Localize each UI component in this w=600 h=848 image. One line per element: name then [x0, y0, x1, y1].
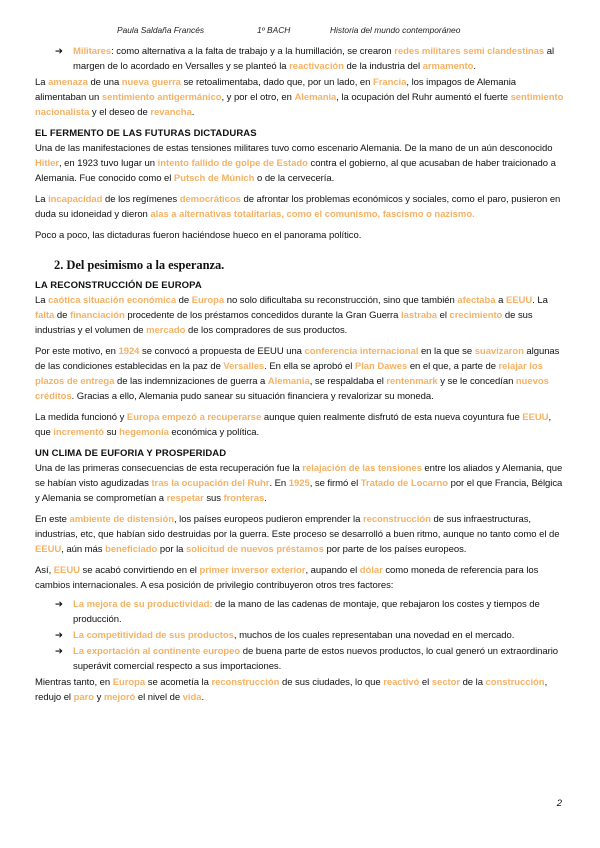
highlighted-text: Tratado de Locarno	[360, 478, 448, 489]
text-run: 2. Del pesimismo a la esperanza.	[54, 258, 225, 272]
text-run: . En	[269, 478, 289, 489]
highlighted-text: amenaza	[48, 77, 88, 88]
highlighted-text: mejoró	[103, 692, 136, 703]
highlighted-text: nueva guerra	[121, 77, 181, 88]
highlighted-text: EEUU	[35, 544, 62, 555]
highlighted-text: solicitud de nuevos préstamos	[185, 544, 324, 555]
text-run: su	[104, 427, 120, 438]
text-run: procedente de los préstamos concedidos durante la Gran Guerra	[124, 310, 401, 321]
text-run: en el que, a parte de	[407, 361, 499, 372]
highlighted-text: reactivación	[289, 61, 344, 72]
header-course: 1º BACH	[257, 25, 291, 35]
highlighted-text: lastraba	[401, 310, 438, 321]
highlighted-text: beneficiado	[105, 544, 158, 555]
highlighted-text: construcción	[485, 677, 545, 688]
highlighted-text: Alemania	[294, 92, 337, 103]
highlighted-text: nuevos créditos	[35, 376, 549, 402]
text-run: , los países europeos pudieron emprender la	[173, 514, 363, 525]
highlighted-text: EEUU	[505, 295, 533, 306]
text-run: aunque quien realmente disfrutó de esta nueva coyuntura fue	[261, 412, 523, 423]
highlighted-text: 1925	[288, 478, 310, 489]
text-run: La medida funcionó y	[35, 412, 127, 423]
text-run: Mientras tanto, en	[35, 677, 113, 688]
text-run: de las indemnizaciones de guerra a	[114, 376, 268, 387]
text-run: de afrontar los problemas económicos y sociales, como el paro, pusieron en duda su idoneidad y dieron	[35, 194, 561, 220]
highlighted-text: Plan Dawes	[354, 361, 408, 372]
highlighted-text: hegemonía	[119, 427, 169, 438]
text-run: el nivel de	[135, 692, 183, 703]
section-heading	[35, 446, 567, 461]
text-run: y el deseo de	[89, 107, 151, 118]
text-run: , muchos de los cuales representaban una novedad en el mercado.	[233, 630, 515, 641]
text-run: LA RECONSTRUCCIÓN DE EUROPA	[35, 280, 202, 291]
highlighted-text: Europa empezó a recuperarse	[126, 412, 262, 423]
header-author: Paula Saldaña Francés	[117, 25, 205, 35]
paragraph	[35, 512, 567, 557]
highlighted-text: Versalles	[223, 361, 265, 372]
highlighted-text: Europa	[191, 295, 225, 306]
paragraph	[35, 192, 567, 222]
text-run: : como alternativa a la falta de trabajo y a la humillación, se crearon	[111, 46, 395, 57]
document-body	[35, 44, 567, 711]
text-run: La	[35, 77, 49, 88]
text-run: por parte de los países europeos.	[323, 544, 467, 555]
paragraph	[35, 141, 567, 186]
paragraph	[35, 293, 567, 338]
text-run: se retoalimentaba, dado que, por un lado, en	[180, 77, 373, 88]
text-run: entre los aliados y Alemania, que se habían visto agudizadas	[35, 463, 563, 489]
text-run: , se firmó el	[309, 478, 361, 489]
text-run: de los regímenes	[102, 194, 180, 205]
text-run: de una	[87, 77, 122, 88]
text-run: el	[437, 310, 450, 321]
paragraph	[35, 228, 567, 243]
text-run: , que	[35, 412, 552, 438]
highlighted-text: tras la ocupación del Ruhr	[151, 478, 270, 489]
bullet-item	[35, 44, 567, 74]
text-run: por la	[157, 544, 186, 555]
arrow-bullet-icon: ➔	[55, 630, 63, 641]
text-run: La	[35, 295, 49, 306]
text-run: .	[191, 107, 195, 118]
paragraph	[35, 461, 567, 506]
text-run: al margen de lo acordado en Versalles y se planteó la	[73, 46, 555, 72]
text-run: Una de las manifestaciones de estas tensiones militares tuvo como escenario Alemania. De la mano de un aún desconocido	[35, 143, 553, 154]
highlighted-text: 1924	[118, 346, 140, 357]
text-run: .	[473, 61, 477, 72]
text-run: , los impagos de Alemania alimentaban un	[35, 77, 517, 103]
highlighted-text: afectaba	[457, 295, 496, 306]
bullet-item	[35, 628, 567, 643]
text-run: de sus ciudades, lo que	[279, 677, 384, 688]
text-run: Una de las primeras consecuencias de esta recuperación fue la	[35, 463, 303, 474]
text-run: de sus industrias y el volumen de	[35, 310, 533, 336]
highlighted-text: conferencia internacional	[304, 346, 419, 357]
text-run: a	[495, 295, 506, 306]
highlighted-text: reactivó	[383, 677, 420, 688]
text-run: algunas de las condiciones establecidas en la paz de	[35, 346, 560, 372]
highlighted-text: Europa	[112, 677, 146, 688]
paragraph	[35, 344, 567, 404]
highlighted-text: redes militares semi clandestinas	[394, 46, 545, 57]
highlighted-text: relajar los plazos de entrega	[35, 361, 543, 387]
highlighted-text: Militares	[73, 46, 112, 57]
text-run: .	[201, 692, 205, 703]
text-run: como moneda de referencia para los cambios internacionales. A esa posición de privilegio contribuyeron otros tres factores:	[35, 565, 539, 591]
highlighted-text: Alemania	[267, 376, 310, 387]
text-run: , en 1923 tuvo lugar un	[58, 158, 158, 169]
text-run: La	[35, 194, 49, 205]
text-run: sus	[203, 493, 224, 504]
highlighted-text: crecimiento	[449, 310, 503, 321]
text-run: de la	[459, 677, 486, 688]
highlighted-text: alas a alternativas totalitarias, como el comunismo, fascismo o nazismo.	[150, 209, 475, 220]
highlighted-text: falta	[35, 310, 55, 321]
text-run: , se respaldaba el	[309, 376, 387, 387]
highlighted-text: La exportación al continente europeo	[73, 646, 241, 657]
text-run: se acabó convirtiendo en el	[79, 565, 200, 576]
highlighted-text: reconstrucción	[362, 514, 431, 525]
text-run: económica y política.	[168, 427, 260, 438]
highlighted-text: EEUU	[53, 565, 80, 576]
highlighted-text: La mejora de su productividad:	[73, 599, 213, 610]
highlighted-text: sector	[431, 677, 460, 688]
paragraph	[35, 563, 567, 593]
highlighted-text: fronteras	[223, 493, 265, 504]
highlighted-text: Francia	[372, 77, 407, 88]
text-run: contra el gobierno, al que acusaban de haber traicionado a Alemania. Fue conocido como el	[35, 158, 556, 184]
highlighted-text: sentimiento antigermánico	[101, 92, 222, 103]
highlighted-text: sentimiento nacionalista	[35, 92, 564, 118]
text-run: por el que Francia, Bélgica y Alemania se comprometían a	[35, 478, 563, 504]
highlighted-text: vida	[182, 692, 202, 703]
header-subject: Historia del mundo contemporáneo	[330, 25, 461, 35]
paragraph	[35, 675, 567, 705]
highlighted-text: dólar	[359, 565, 383, 576]
highlighted-text: suavizaron	[474, 346, 524, 357]
text-run: EL FERMENTO DE LAS FUTURAS DICTADURAS	[35, 128, 257, 139]
arrow-bullet-icon: ➔	[55, 599, 63, 610]
highlighted-text: democráticos	[179, 194, 241, 205]
highlighted-text: incapacidad	[48, 194, 103, 205]
bullet-item	[35, 644, 567, 674]
paragraph	[35, 75, 567, 120]
highlighted-text: intento fallido de golpe de Estado	[157, 158, 308, 169]
text-run: . La	[532, 295, 548, 306]
arrow-bullet-icon: ➔	[55, 646, 63, 657]
highlighted-text: Putsch de Múnich	[173, 173, 255, 184]
text-run: . En ella se aprobó el	[264, 361, 355, 372]
section-heading	[35, 126, 567, 141]
highlighted-text: relajación de las tensiones	[302, 463, 422, 474]
section-heading	[35, 278, 567, 293]
text-run: , redujo el	[35, 677, 548, 703]
highlighted-text: reconstrucción	[211, 677, 280, 688]
text-run: y	[93, 692, 104, 703]
highlighted-text: rentenmark	[386, 376, 438, 387]
text-run: de la mano de las cadenas de montaje, que rebajaron los costes y tiempos de producción.	[73, 599, 540, 625]
text-run: el	[419, 677, 432, 688]
text-run: , y por el otro, en	[221, 92, 295, 103]
highlighted-text: Hitler	[35, 158, 59, 169]
text-run: de sus infraestructuras, industrias, etc, que habían sido destruidas por la guerra. Este proceso se desarrolló a buen ritmo, aunque no tanto como el de	[35, 514, 560, 540]
highlighted-text: respetar	[166, 493, 204, 504]
paragraph	[35, 410, 567, 440]
highlighted-text: incrementó	[53, 427, 105, 438]
text-run: .	[264, 493, 267, 504]
text-run: Así,	[35, 565, 54, 576]
text-run: En este	[35, 514, 70, 525]
highlighted-text: revancha	[150, 107, 192, 118]
text-run: de	[54, 310, 70, 321]
text-run: de	[176, 295, 192, 306]
text-run: se convocó a propuesta de EEUU una	[139, 346, 305, 357]
highlighted-text: caótica situación económica	[48, 295, 177, 306]
bullet-item	[35, 597, 567, 627]
text-run: de la industria del	[343, 61, 423, 72]
text-run: en la que se	[418, 346, 475, 357]
text-run: . Gracias a ello, Alemania pudo sanear su situación financiera y revalorizar su moneda.	[71, 391, 434, 402]
text-run: de los compradores de sus productos.	[185, 325, 348, 336]
text-run: Por este motivo, en	[35, 346, 119, 357]
text-run: , aún más	[61, 544, 106, 555]
text-run: se acometía la	[145, 677, 212, 688]
highlighted-text: mercado	[146, 325, 186, 336]
chapter-heading	[35, 257, 567, 273]
highlighted-text: paro	[73, 692, 94, 703]
text-run: o de la cervecería.	[254, 173, 335, 184]
highlighted-text: financiación	[69, 310, 125, 321]
highlighted-text: EEUU	[522, 412, 549, 423]
text-run: UN CLIMA DE EUFORIA Y PROSPERIDAD	[35, 448, 227, 459]
text-run: , la ocupación del Ruhr aumentó el fuerte	[336, 92, 511, 103]
text-run: y se le concedían	[437, 376, 516, 387]
arrow-bullet-icon: ➔	[55, 46, 63, 57]
text-run: de buena parte de estos nuevos productos, lo cual generó un extraordinario superávit comercial respecto a sus importaciones.	[73, 646, 559, 672]
highlighted-text: ambiente de distensión	[69, 514, 174, 525]
highlighted-text: primer inversor exterior	[199, 565, 306, 576]
highlighted-text: La competitividad de sus productos	[73, 630, 234, 641]
text-run: , aupando el	[305, 565, 360, 576]
text-run: Poco a poco, las dictaduras fueron haciéndose hueco en el panorama político.	[35, 230, 362, 241]
highlighted-text: armamento	[422, 61, 474, 72]
text-run: no solo dificultaba su reconstrucción, sino que también	[224, 295, 458, 306]
page-number: 2	[556, 798, 562, 809]
